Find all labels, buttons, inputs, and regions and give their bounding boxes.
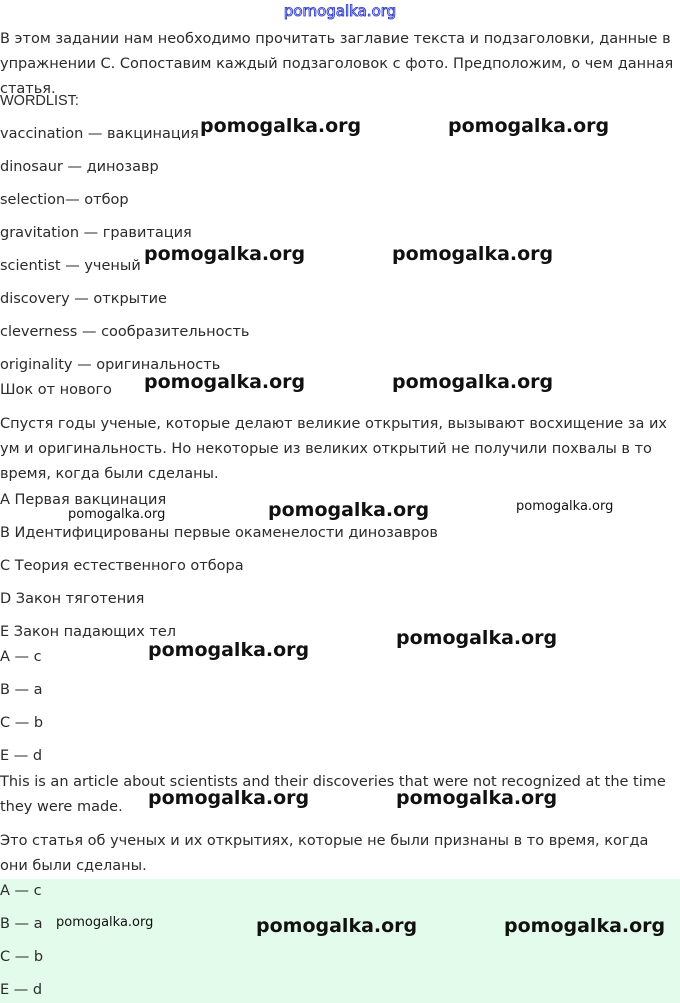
heading-option: D Закон тяготения xyxy=(0,591,145,607)
watermark: pomogalka.org xyxy=(392,371,554,393)
wordlist-item: selection— отбор xyxy=(0,192,129,208)
answer-item: B — a xyxy=(0,682,43,698)
answer-item: B — a xyxy=(0,916,43,932)
wordlist-item: discovery — открытие xyxy=(0,291,167,307)
wordlist-item: scientist — ученый xyxy=(0,258,141,274)
watermark: pomogalka.org xyxy=(144,371,306,393)
site-logo[interactable]: pomogalka.org xyxy=(283,2,397,20)
watermark: pomogalka.org xyxy=(516,499,614,514)
wordlist-item: originality — оригинальность xyxy=(0,357,221,373)
article-text: Спустя годы ученые, которые делают великие открытия, вызывают восхищение за их ум и оригинальность. Но некоторые из великих открытий не получили похвалы в то время, когда были сделаны. xyxy=(0,416,668,482)
wordlist-item: dinosaur — динозавр xyxy=(0,159,159,175)
watermark: pomogalka.org xyxy=(56,915,154,930)
watermark: pomogalka.org xyxy=(268,499,430,521)
watermark: pomogalka.org xyxy=(448,115,610,137)
answer-item: A — c xyxy=(0,649,42,665)
answer-item: A — c xyxy=(0,883,42,899)
heading-option: E Закон падающих тел xyxy=(0,624,177,640)
watermark: pomogalka.org xyxy=(148,639,310,661)
wordlist-item: gravitation — гравитация xyxy=(0,225,192,241)
wordlist-item: vaccination — вакцинация xyxy=(0,126,199,142)
answer-item: C — b xyxy=(0,715,44,731)
wordlist-title: WORDLIST: xyxy=(0,93,79,109)
answer-item: C — b xyxy=(0,949,44,965)
watermark: pomogalka.org xyxy=(200,115,362,137)
watermark: pomogalka.org xyxy=(504,915,666,937)
watermark: pomogalka.org xyxy=(396,627,558,649)
heading-option: A Первая вакцинация xyxy=(0,492,167,508)
watermark: pomogalka.org xyxy=(396,787,558,809)
wordlist-item: cleverness — сообразительность xyxy=(0,324,250,340)
heading-option: C Теория естественного отбора xyxy=(0,558,244,574)
summary-en: This is an article about scientists and their discoveries that were not recognized at the time they were made. xyxy=(0,774,666,815)
watermark: pomogalka.org xyxy=(68,507,166,522)
answer-item: E — d xyxy=(0,982,43,998)
watermark: pomogalka.org xyxy=(256,915,418,937)
intro-paragraph: В этом задании нам необходимо прочитать заглавие текста и подзаголовки, данные в упражнении С. Сопоставим каждый подзаголовок с фото. Предположим, о чем данная статья. xyxy=(0,31,674,97)
watermark: pomogalka.org xyxy=(144,243,306,265)
summary-ru: Это статья об ученых и их открытиях, которые не были признаны в то время, когда они были сделаны. xyxy=(0,833,649,874)
article-title: Шок от нового xyxy=(0,382,112,398)
answer-item: E — d xyxy=(0,748,43,764)
heading-option: B Идентифицированы первые окаменелости динозавров xyxy=(0,525,438,541)
watermark: pomogalka.org xyxy=(392,243,554,265)
watermark: pomogalka.org xyxy=(148,787,310,809)
